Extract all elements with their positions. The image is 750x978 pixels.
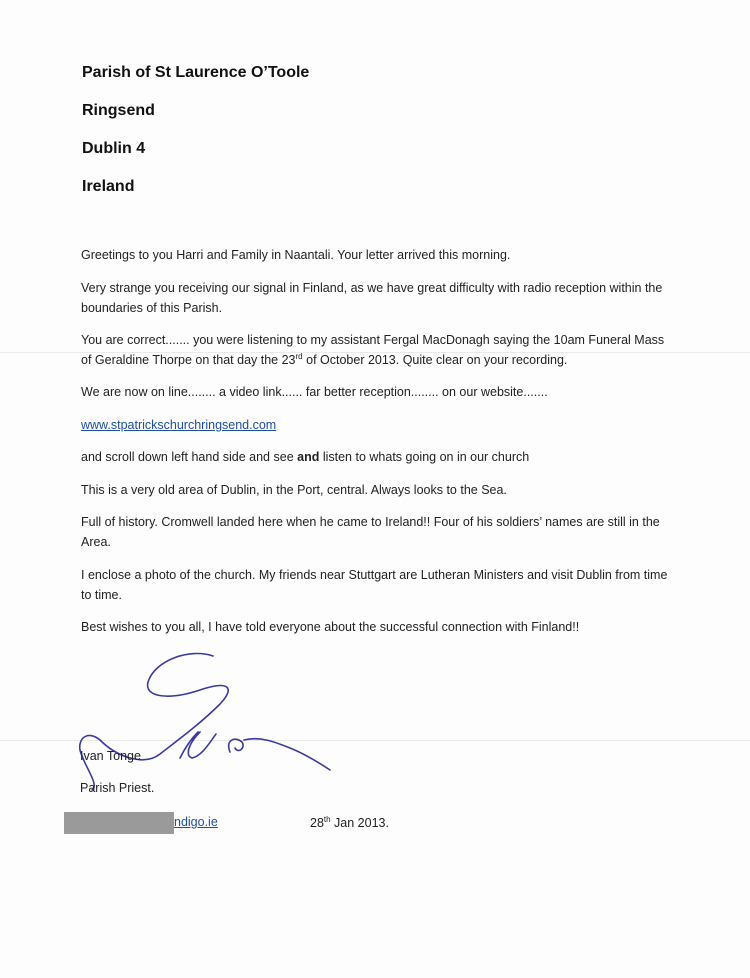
scroll-text-end: listen to whats going on in our church xyxy=(319,450,530,464)
date-day: 28 xyxy=(310,816,324,831)
email-link[interactable]: ndigo.ie xyxy=(174,815,218,829)
signatory-title: Parish Priest. xyxy=(80,781,155,795)
redacted-block xyxy=(64,812,174,834)
wishes-paragraph: Best wishes to you all, I have told everyone about the successful connection with Finland!! xyxy=(81,620,580,634)
area-paragraph: This is a very old area of Dublin, in the Port, central. Always looks to the Sea. xyxy=(81,483,507,497)
photo-paragraph: I enclose a photo of the church. My friends near Stuttgart are Lutheran Ministers and visit Dublin from time to time. xyxy=(81,568,668,602)
history-paragraph: Full of history. Cromwell landed here when he came to Ireland!! Four of his soldiers’ names are still in the Area. xyxy=(81,515,660,549)
scroll-paragraph xyxy=(81,448,671,468)
recording-paragraph xyxy=(81,331,671,370)
scroll-text: and scroll down left hand side and see xyxy=(81,450,298,464)
date-rest: Jan 2013. xyxy=(330,816,389,831)
online-paragraph: We are now on line........ a video link...... far better reception........ on our website....... xyxy=(81,385,548,399)
address-line-area: Ringsend xyxy=(82,102,155,119)
address-line-parish: Parish of St Laurence O’Toole xyxy=(82,64,310,81)
letter-date xyxy=(310,815,389,830)
recording-text: You are correct....... you were listening to my assistant Fergal MacDonagh saying the 10am Funeral Mass of Geraldine Thorpe on that day the 23 xyxy=(81,333,665,367)
email-fragment xyxy=(174,815,218,829)
date-suffix: th xyxy=(323,815,331,824)
website-link-line xyxy=(81,416,671,436)
ordinal-suffix: rd xyxy=(295,351,303,361)
greeting-paragraph: Greetings to you Harri and Family in Naantali. Your letter arrived this morning. xyxy=(81,248,511,262)
recording-text-end: of October 2013. Quite clear on your recording. xyxy=(302,352,568,367)
bold-word: and xyxy=(297,450,320,464)
signal-paragraph: Very strange you receiving our signal in Finland, as we have great difficulty with radio reception within the boundaries of this Parish. xyxy=(81,281,663,315)
website-link[interactable]: www.stpatrickschurchringsend.com xyxy=(81,418,277,432)
address-line-city: Dublin 4 xyxy=(82,140,146,157)
signatory-name: Ivan Tonge xyxy=(80,749,141,763)
address-line-country: Ireland xyxy=(82,178,135,195)
